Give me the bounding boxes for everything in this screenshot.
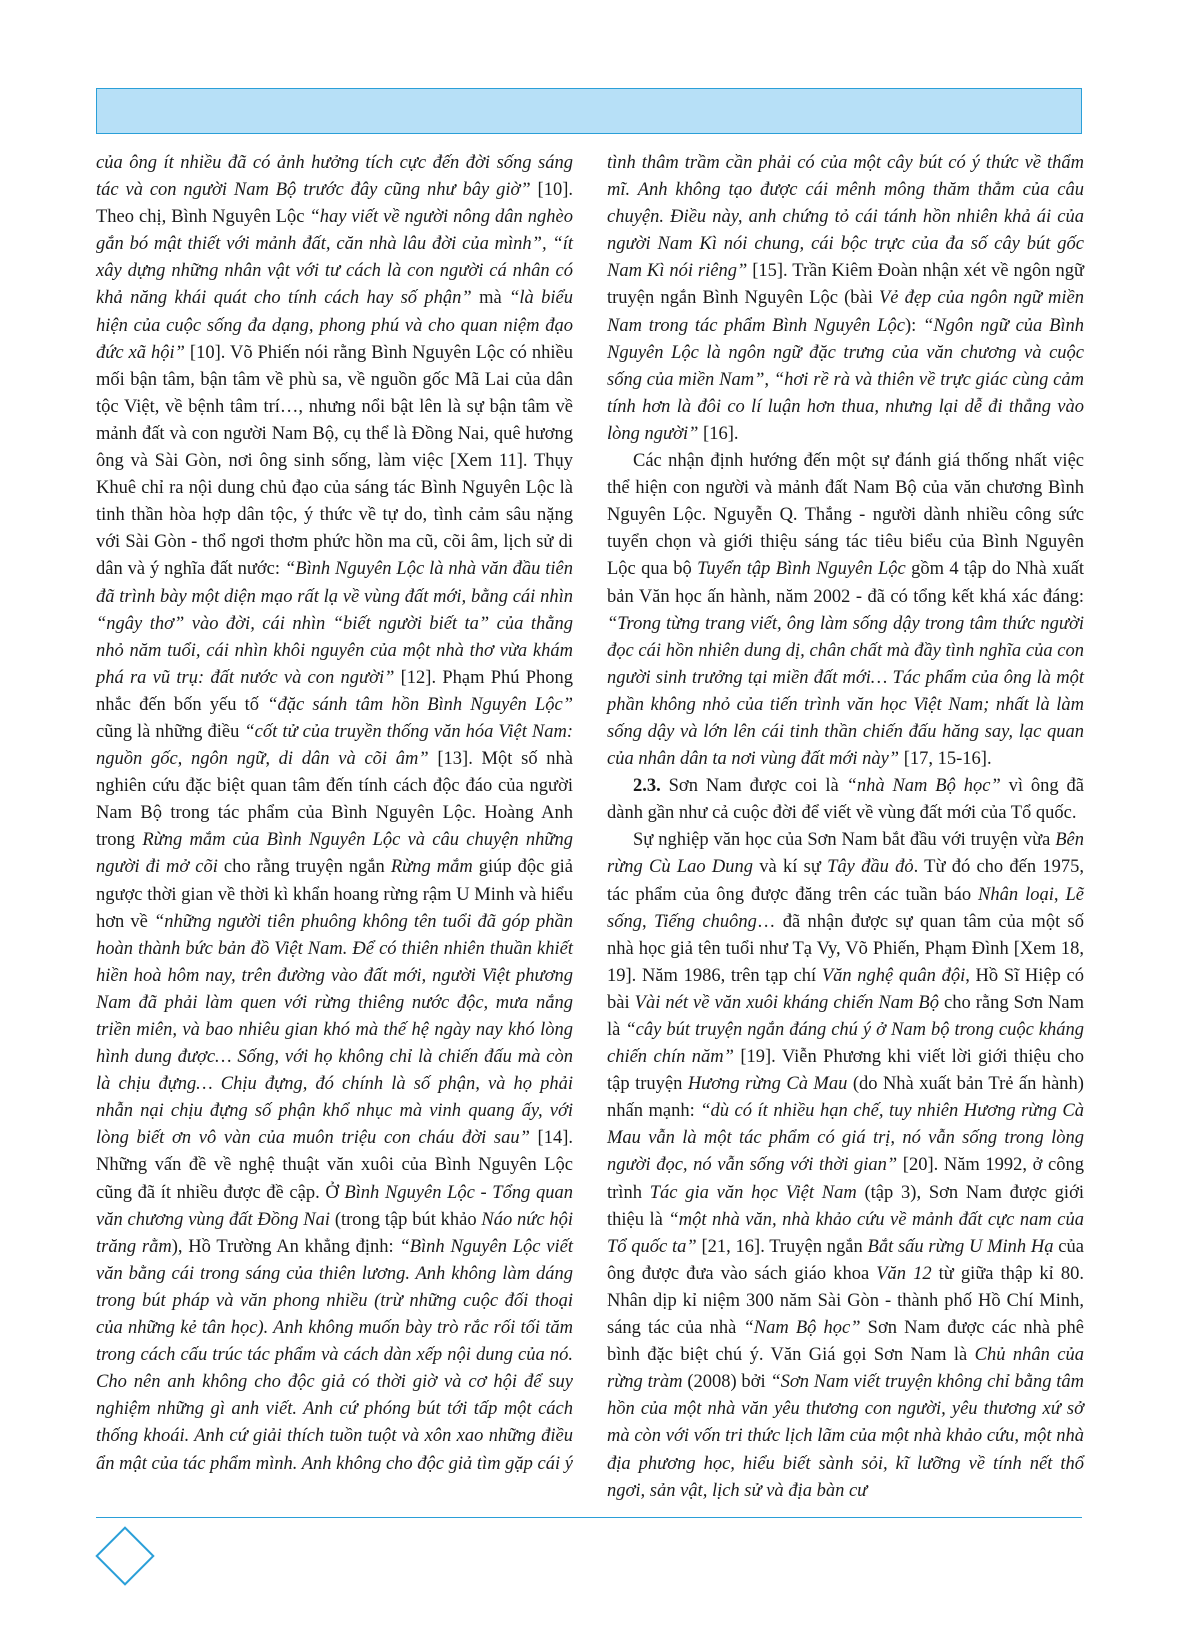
body-text: Sơn Nam được coi là xyxy=(660,776,847,797)
header-band xyxy=(96,88,1082,134)
quoted-text: Nhân loại xyxy=(978,884,1054,905)
body-text: [10]. Võ Phiến nói rằng Bình Nguyên Lộc có nhiều mối bận tâm, bận tâm về phù sa, về nguồn gốc Mã Lai của dân tộc Việt, về bệnh tâm trí…, nhưng nổi bật lên là sự bận tâm về mảnh đất và con người Nam Bộ, cụ thể là Đồng Nai, quê hương ông và Sài Gòn, nơi ông sinh sống, làm việc [Xem 11]. Thụy Khuê chỉ ra nội dung chủ đạo của sáng tác Bình Nguyên Lộc là tinh thần hòa hợp dân tộc, ý thức về tự do, tình cảm sâu nặng với Sài Gòn - thổ ngơi thơm phức hồn ma cũ, cõi âm, lịch sử di dân và ý nghĩa đất nước: xyxy=(96,342,574,580)
quoted-text: “Trong từng trang viết, ông làm sống dậy trong tâm thức người đọc cái hồn nhiên dung dị, chân chất mà đầy tình nghĩa của con người sinh trưởng tại miền đất mới… Tác phẩm của ông là một phần không nhỏ của tiến trình văn học Việt Nam; nhất là làm sống dậy và lớn lên cái tinh thần chiến đấu hăng say, lạc quan của nhân dân ta nơi vùng đất mới này” xyxy=(607,613,1084,770)
body-text: [13]. Một số nhà nghiên cứu đặc biệt quan tâm đến tính cách độc đáo của người Nam Bộ trong tác phẩm của Bình Nguyên Lộc. Hoàng Anh trong xyxy=(96,749,573,851)
quoted-text: của ông ít nhiều đã có ảnh hưởng tích cực đến đời sống sáng tác và con người Nam Bộ trước đây cũng như bây giờ” xyxy=(96,153,573,201)
quoted-text: “một nhà văn, nhà khảo cứu về mảnh đất cực nam của Tổ quốc ta” xyxy=(607,1209,1084,1257)
quoted-text: Vẻ đẹp của ngôn ngữ miền Nam trong tác phẩm Bình Nguyên Lộc xyxy=(607,288,1084,336)
body-text: ): xyxy=(904,315,924,336)
body-text: [20]. Năm 1992, ở công trình xyxy=(607,1155,1084,1203)
body-text: ), Hồ Trường An khẳng định: xyxy=(171,1236,400,1257)
body-text: . Từ đó cho đến 1975, tác phẩm của ông được đăng trên các tuần báo xyxy=(607,857,1085,905)
body-text: vì ông đã dành gần như cả cuộc đời để viết về vùng đất mới của Tổ quốc. xyxy=(607,776,1084,824)
paragraph xyxy=(607,150,1084,448)
body-text: cũng là những điều xyxy=(96,721,245,742)
quoted-text: tình thâm trầm cần phải có của một cây bút có ý thức về thẩm mĩ. Anh không tạo được cái mênh mông thăm thẳm của câu chuyện. Điều này, anh chứng tỏ cái tánh hồn nhiên khả ái của người Nam Kì nói chung, cái bộc trực của đa số cây bút gốc Nam Kì nói riêng” xyxy=(607,153,1084,282)
body-text: và kí sự xyxy=(753,857,828,878)
body-text: từ giữa thập kỉ 80. Nhân dịp kỉ niệm 300 năm Sài Gòn - thành phố Hồ Chí Minh, sáng tác của nhà xyxy=(607,1263,1084,1339)
quoted-text: Bắt sấu rừng U Minh Hạ xyxy=(867,1236,1054,1257)
body-text: [17, 15-16]. xyxy=(899,749,992,770)
body-text: Các nhận định hướng đến một sự đánh giá thống nhất việc thể hiện con người và mảnh đất Nam Bộ của văn chương Bình Nguyên Lộc. Nguyễn Q. Thắng - người dành nhiều công sức tuyển chọn và giới thiệu sáng tác tiêu biểu của Bình Nguyên Lộc qua bộ xyxy=(607,451,1084,580)
body-text: [14]. Những vấn đề về nghệ thuật văn xuôi của Bình Nguyên Lộc cũng đã ít nhiều được đề cập. Ở xyxy=(96,1128,573,1203)
quoted-text: “cây bút truyện ngắn đáng chú ý ở Nam bộ trong cuộc kháng chiến chín năm” xyxy=(607,1020,1084,1068)
quoted-text: “những người tiên phuông không tên tuổi đã góp phần hoàn thành bức bản đồ Việt Nam. Để có thiên nhiên thuần khiết hiền hoà hôm nay, trên đường vào đất mới, người Việt phương Nam đã phải làm quen với rừng thiêng nước độc, mưa nắng triền miên, và bao nhiêu gian khó mà thế hệ ngày nay khó lòng hình dung được… Sống, với họ không chỉ là chiến đấu mà còn là chịu đựng… Chịu đựng, đó chính là số phận, và họ phải nhẫn nại chịu đựng số phận khổ nhục mà vinh quang ấy, với lòng biết ơn vô vàn của muôn triệu con cháu đời sau” xyxy=(96,911,573,1149)
quoted-text: “Bình Nguyên Lộc là nhà văn đầu tiên đã trình bày một diện mạo rất lạ về vùng đất mới, bằng cái nhìn “ngây thơ” vào đời, cái nhìn “biết người biết ta” của thằng nhỏ năm tuổi, cái nhìn khôi nguyên của một nhà thơ vừa khám phá ra vũ trụ: đất nước và con người” xyxy=(96,559,573,688)
body-text: gồm 4 tập do Nhà xuất bản Văn học ấn hành, năm 2002 - đã có tổng kết khá xác đáng: xyxy=(607,559,1084,607)
quoted-text: Náo nức hội trăng rằm xyxy=(96,1209,573,1257)
quoted-text: Bình Nguyên Lộc - Tổng quan văn chương vùng đất Đồng Nai xyxy=(96,1182,573,1230)
quoted-text: “cốt tử của truyền thống văn hóa Việt Nam: nguồn gốc, ngôn ngữ, di dân và cõi âm” xyxy=(96,721,573,770)
footer-rule xyxy=(96,1517,1082,1518)
body-text: của ông được đưa vào sách giáo khoa xyxy=(607,1236,1084,1284)
paragraph xyxy=(607,773,1084,827)
right-column xyxy=(607,150,1084,1505)
quoted-text: Tây đầu đỏ xyxy=(827,857,914,878)
body-text: (do Nhà xuất bản Trẻ ấn hành) nhấn mạnh: xyxy=(607,1074,1084,1122)
diamond-icon xyxy=(95,1526,154,1585)
quoted-text: “Sơn Nam viết truyện không chỉ bằng tâm hồn của một nhà văn yêu thương con người, yêu thương xứ sở mà còn với vốn tri thức lịch lãm của một nhà khảo cứu, một nhà địa phương học, hiểu biết sành sỏi, kĩ lưỡng về tính nết thổ ngơi, sản vật, lịch sử và địa bàn cư xyxy=(607,1372,1084,1501)
paragraph xyxy=(607,448,1084,773)
paragraph xyxy=(607,827,1084,1504)
quoted-text: Văn nghệ quân đội xyxy=(821,965,966,986)
body-text: [12]. Phạm Phú Phong nhắc đến bốn yếu tố xyxy=(96,667,573,715)
quoted-text: Rừng mắm xyxy=(390,857,473,878)
quoted-text: Lẽ sống xyxy=(607,884,1085,932)
body-text: , xyxy=(1053,884,1066,905)
body-text: (2008) bởi xyxy=(682,1372,771,1393)
quoted-text: Hương rừng Cà Mau xyxy=(687,1074,848,1095)
quoted-text: Tuyển tập Bình Nguyên Lộc xyxy=(697,559,906,580)
quoted-text: “nhà Nam Bộ học” xyxy=(846,776,1001,797)
body-text: , Hồ Sĩ Hiệp có bài xyxy=(607,965,1084,1013)
quoted-text: “Bình Nguyên Lộc viết văn bằng cái trong sáng của thiên lương. Anh không làm dáng trong bút pháp và văn phong nhiều (trừ những cuộc đối thoại của những kẻ tân học). Anh không muốn bày trò rắc rối tối tăm trong cách cấu trúc tác phẩm và cách dàn xếp nội dung của nó. Cho nên anh không cho độc giả có thời giờ và cơ hội để suy nghiệm những gì anh viết. Anh cứ phóng bút tới tấp một cách thống khoái. Anh cứ giải thích tuồn tuột và xôn xao những điều ẩn mật của tác phẩm mình. Anh không cho độc giả tìm gặp cái ý xyxy=(96,1236,573,1474)
quoted-text: “Ngôn ngữ của Bình Nguyên Lộc là ngôn ngữ đặc trưng của văn chương và cuộc sống của miền Nam”, “hơi rề rà và thiên về trực giác cùng cảm tính hơn là đôi co lí luận hơn thua, nhưng lại dễ đi thẳng vào lòng người” xyxy=(607,315,1085,444)
body-text: cho rằng truyện ngắn xyxy=(217,857,391,878)
body-text: [15]. Trần Kiêm Đoàn nhận xét về ngôn ngữ truyện ngắn Bình Nguyên Lộc (bài xyxy=(607,261,1084,309)
quoted-text: “đặc sánh tâm hồn Bình Nguyên Lộc” xyxy=(267,694,573,715)
body-text: cho rằng Sơn Nam là xyxy=(607,992,1084,1040)
quoted-text: Tiếng chuông xyxy=(653,911,757,932)
body-text: giúp độc giả ngược thời gian về thời kì khẩn hoang rừng rậm U Minh và hiểu hơn về xyxy=(96,857,574,932)
body-text: … đã nhận được sự quan tâm của một số nhà học giả tên tuổi như Tạ Vy, Võ Phiến, Phạm Đình [Xem 18, 19]. Năm 1986, trên tạp chí xyxy=(607,911,1085,986)
body-text: (tập 3), Sơn Nam được giới thiệu là xyxy=(607,1182,1084,1230)
paragraph xyxy=(96,150,573,1478)
quoted-text: Tác gia văn học Việt Nam xyxy=(649,1182,857,1203)
section-number: 2.3. xyxy=(633,776,661,797)
quoted-text: Bên rừng Cù Lao Dung xyxy=(607,830,1084,878)
body-text: [10]. Theo chị, Bình Nguyên Lộc xyxy=(96,180,573,228)
quoted-text: Vài nét về văn xuôi kháng chiến Nam Bộ xyxy=(634,992,939,1013)
quoted-text: Rừng mắm của Bình Nguyên Lộc và câu chuyện những người đi mở cõi xyxy=(96,830,573,878)
quoted-text: Văn 12 xyxy=(876,1263,932,1284)
body-text: [19]. Viễn Phương khi viết lời giới thiệu cho tập truyện xyxy=(607,1047,1085,1095)
left-column xyxy=(96,150,573,1478)
body-text: Sự nghiệp văn học của Sơn Nam bắt đầu với truyện vừa xyxy=(633,830,1056,851)
quoted-text: “hay viết về người nông dân nghèo gắn bó mật thiết với mảnh đất, căn nhà lâu đời của mình”, “ít xây dựng những nhân vật với tư cách là con người cá nhân có khả năng khái quát cho tính cách hay số phận” xyxy=(96,207,573,309)
quoted-text: “Nam Bộ học” xyxy=(743,1318,861,1339)
body-text: (trong tập bút khảo xyxy=(330,1209,482,1230)
body-text: Sơn Nam được các nhà phê bình đặc biệt chú ý. Văn Giá gọi Sơn Nam là xyxy=(607,1318,1084,1366)
body-text: [21, 16]. Truyện ngắn xyxy=(696,1236,868,1257)
body-text: , xyxy=(641,911,654,932)
quoted-text: Chủ nhân của rừng tràm xyxy=(607,1345,1084,1393)
body-text: mà xyxy=(471,288,510,309)
quoted-text: “dù có ít nhiều hạn chế, tuy nhiên Hương rừng Cà Mau vẫn là một tác phẩm có giá trị, nó vẫn sống trong lòng người đọc, nó vẫn sống với thời gian” xyxy=(607,1101,1085,1176)
quoted-text: “là biểu hiện của cuộc sống đa dạng, phong phú và cho quan niệm đạo đức xã hội” xyxy=(96,288,573,363)
body-text: [16]. xyxy=(698,423,739,444)
